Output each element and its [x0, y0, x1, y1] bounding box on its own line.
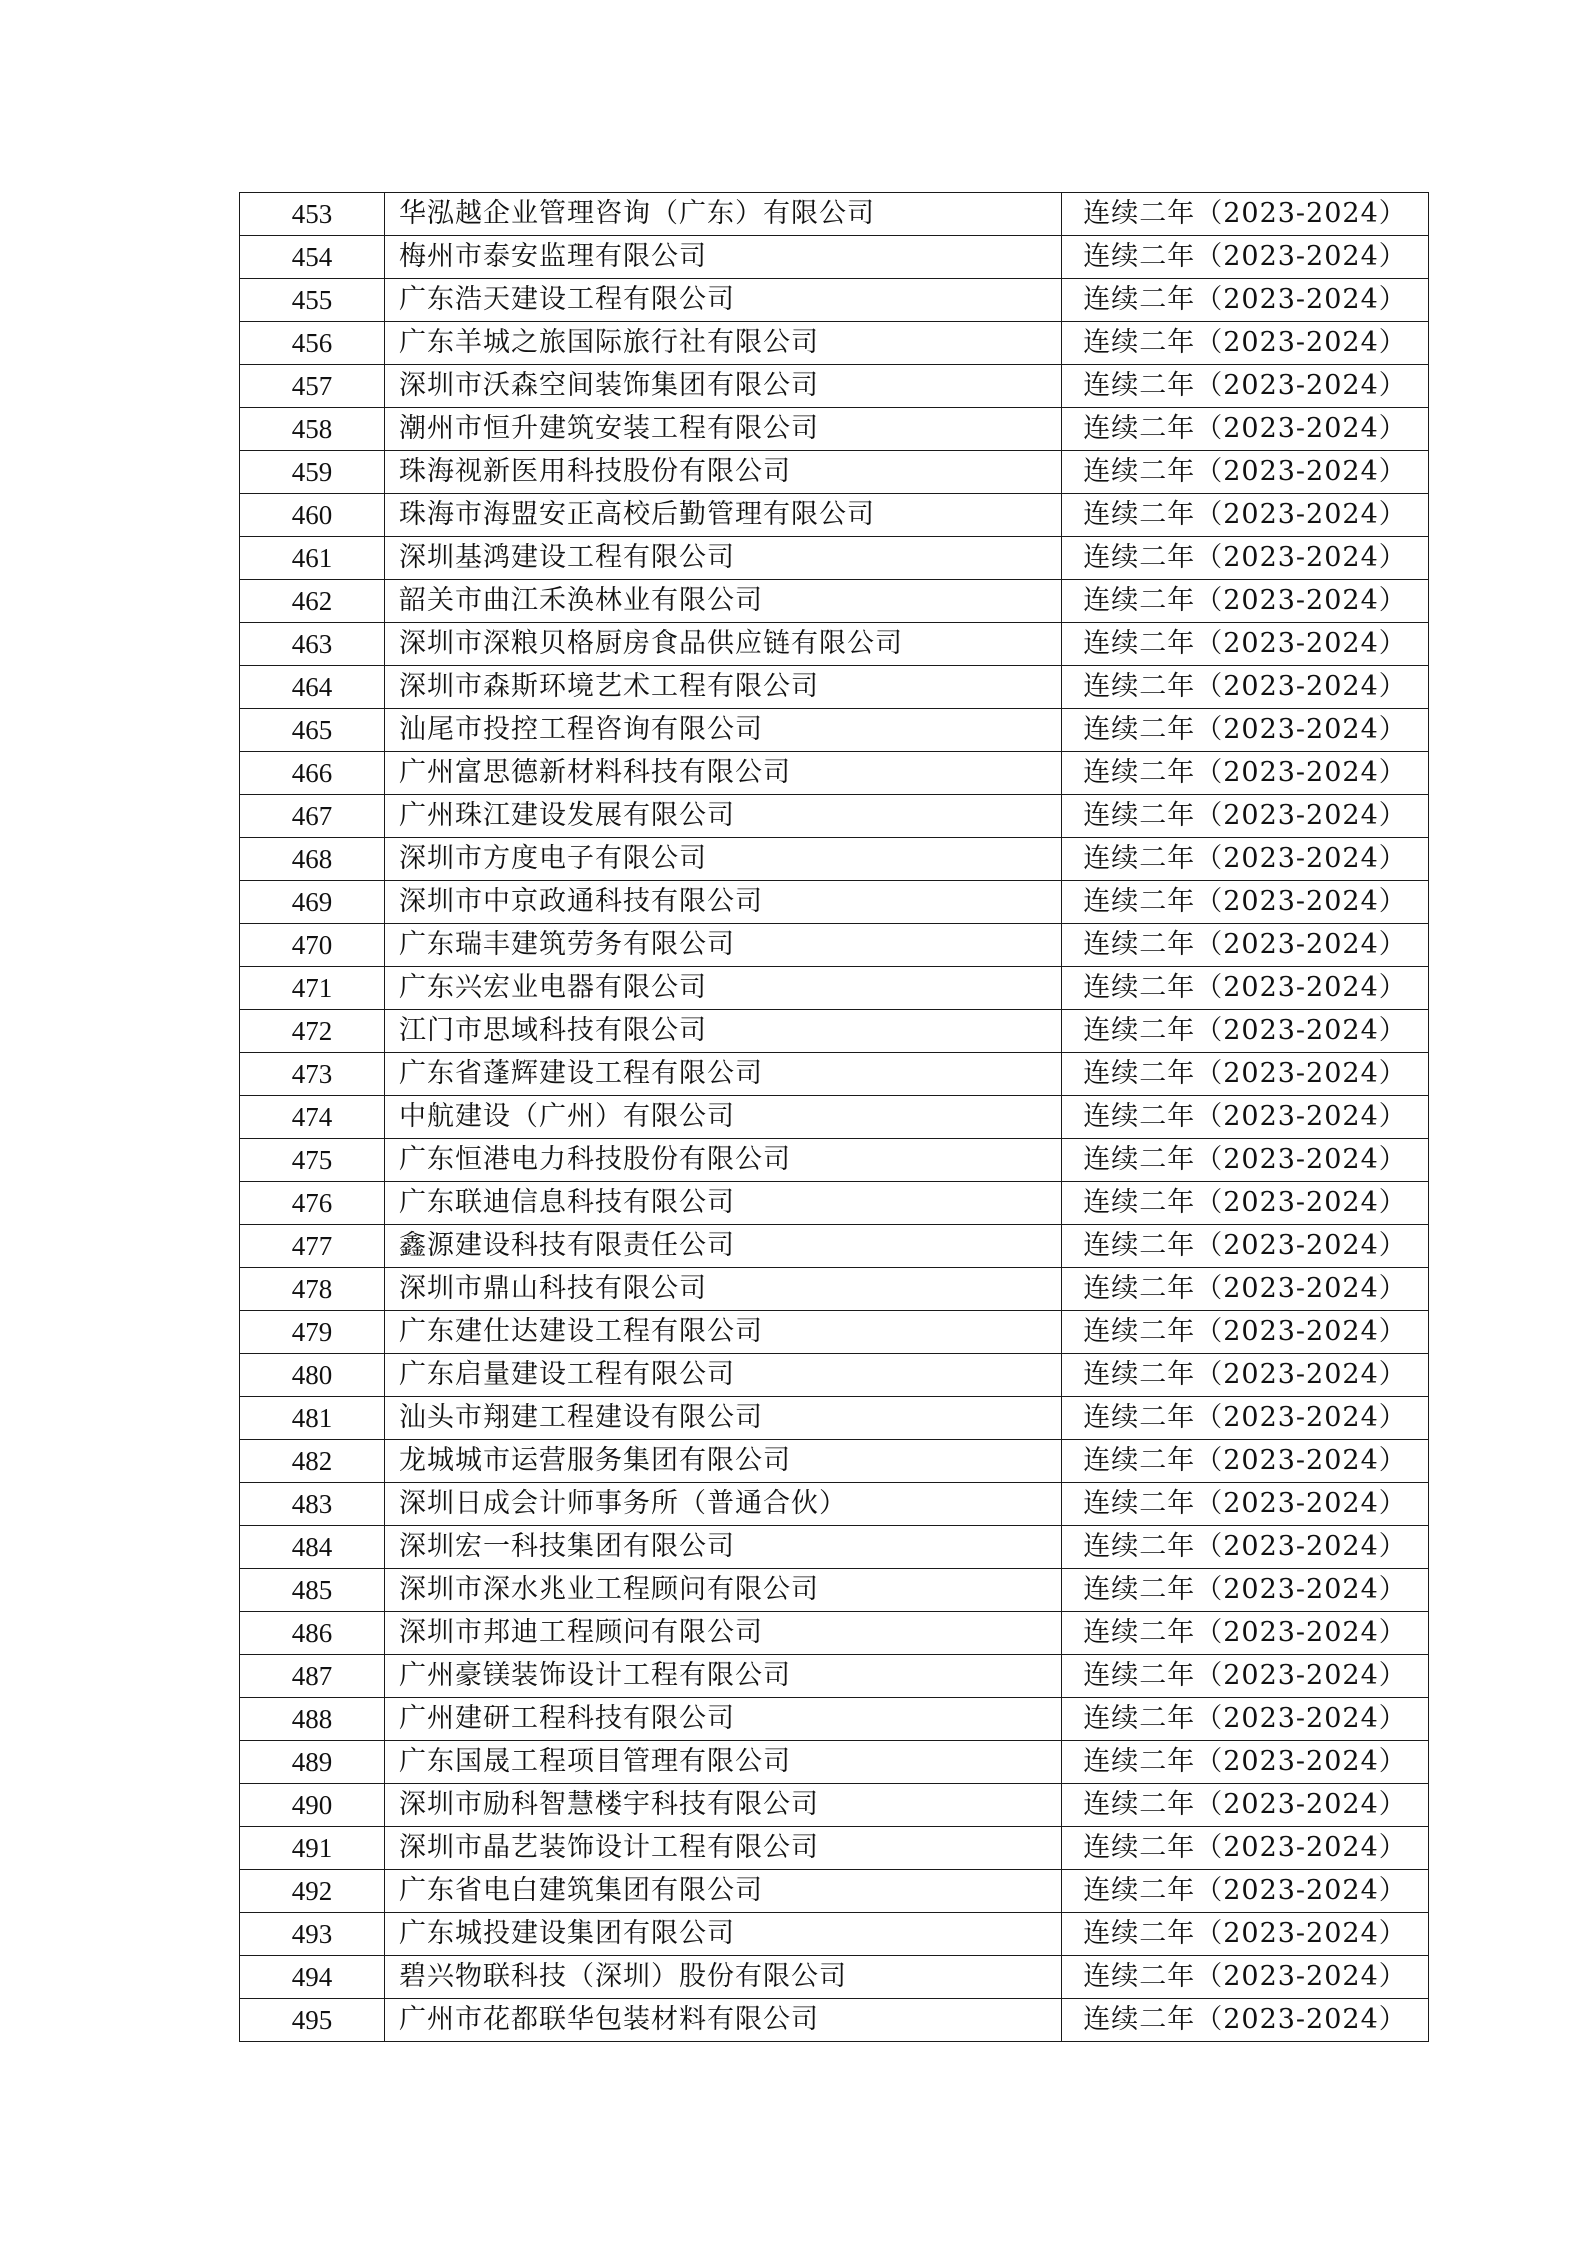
table-row: [240, 1483, 1429, 1526]
company-name-cell: 广东兴宏业电器有限公司: [385, 967, 1062, 1010]
row-number-cell: 455: [240, 279, 385, 322]
award-status-cell: 连续二年（2023-2024）: [1062, 1053, 1429, 1096]
award-status-cell: 连续二年（2023-2024）: [1062, 623, 1429, 666]
table-row: [240, 1956, 1429, 1999]
row-number-cell: 490: [240, 1784, 385, 1827]
row-number-cell: 469: [240, 881, 385, 924]
table-row: [240, 1225, 1429, 1268]
table-body: [240, 193, 1429, 2042]
award-status-cell: 连续二年（2023-2024）: [1062, 1440, 1429, 1483]
company-name-cell: 深圳宏一科技集团有限公司: [385, 1526, 1062, 1569]
award-status-cell: 连续二年（2023-2024）: [1062, 1956, 1429, 1999]
award-status-cell: 连续二年（2023-2024）: [1062, 1526, 1429, 1569]
row-number-cell: 465: [240, 709, 385, 752]
company-name-cell: 深圳市深粮贝格厨房食品供应链有限公司: [385, 623, 1062, 666]
row-number-cell: 464: [240, 666, 385, 709]
table-row: [240, 408, 1429, 451]
table-row: [240, 1999, 1429, 2042]
table-row: [240, 1612, 1429, 1655]
row-number-cell: 473: [240, 1053, 385, 1096]
row-number-cell: 470: [240, 924, 385, 967]
company-name-cell: 广州富思德新材料科技有限公司: [385, 752, 1062, 795]
award-status-cell: 连续二年（2023-2024）: [1062, 1096, 1429, 1139]
table-row: [240, 795, 1429, 838]
company-name-cell: 珠海视新医用科技股份有限公司: [385, 451, 1062, 494]
table-row: [240, 1397, 1429, 1440]
company-name-cell: 广州珠江建设发展有限公司: [385, 795, 1062, 838]
table-row: [240, 881, 1429, 924]
company-name-cell: 广东瑞丰建筑劳务有限公司: [385, 924, 1062, 967]
row-number-cell: 489: [240, 1741, 385, 1784]
table-row: [240, 365, 1429, 408]
row-number-cell: 453: [240, 193, 385, 236]
award-status-cell: 连续二年（2023-2024）: [1062, 709, 1429, 752]
award-status-cell: 连续二年（2023-2024）: [1062, 967, 1429, 1010]
table-row: [240, 1182, 1429, 1225]
row-number-cell: 475: [240, 1139, 385, 1182]
table-row: [240, 924, 1429, 967]
table-row: [240, 1354, 1429, 1397]
company-name-cell: 深圳市森斯环境艺术工程有限公司: [385, 666, 1062, 709]
row-number-cell: 493: [240, 1913, 385, 1956]
company-name-cell: 广东羊城之旅国际旅行社有限公司: [385, 322, 1062, 365]
row-number-cell: 466: [240, 752, 385, 795]
row-number-cell: 491: [240, 1827, 385, 1870]
company-list-table: [239, 192, 1429, 2042]
company-name-cell: 珠海市海盟安正高校后勤管理有限公司: [385, 494, 1062, 537]
award-status-cell: 连续二年（2023-2024）: [1062, 1010, 1429, 1053]
company-name-cell: 广州市花都联华包装材料有限公司: [385, 1999, 1062, 2042]
award-status-cell: 连续二年（2023-2024）: [1062, 1139, 1429, 1182]
company-name-cell: 广东省电白建筑集团有限公司: [385, 1870, 1062, 1913]
company-name-cell: 广东国晟工程项目管理有限公司: [385, 1741, 1062, 1784]
award-status-cell: 连续二年（2023-2024）: [1062, 1354, 1429, 1397]
award-status-cell: 连续二年（2023-2024）: [1062, 1612, 1429, 1655]
row-number-cell: 492: [240, 1870, 385, 1913]
company-name-cell: 汕头市翔建工程建设有限公司: [385, 1397, 1062, 1440]
award-status-cell: 连续二年（2023-2024）: [1062, 1827, 1429, 1870]
award-status-cell: 连续二年（2023-2024）: [1062, 1784, 1429, 1827]
row-number-cell: 486: [240, 1612, 385, 1655]
table-row: [240, 1870, 1429, 1913]
award-status-cell: 连续二年（2023-2024）: [1062, 494, 1429, 537]
award-status-cell: 连续二年（2023-2024）: [1062, 322, 1429, 365]
award-status-cell: 连续二年（2023-2024）: [1062, 1698, 1429, 1741]
table-row: [240, 623, 1429, 666]
table-row: [240, 193, 1429, 236]
award-status-cell: 连续二年（2023-2024）: [1062, 795, 1429, 838]
award-status-cell: 连续二年（2023-2024）: [1062, 365, 1429, 408]
company-name-cell: 龙城城市运营服务集团有限公司: [385, 1440, 1062, 1483]
award-status-cell: 连续二年（2023-2024）: [1062, 1397, 1429, 1440]
award-status-cell: 连续二年（2023-2024）: [1062, 1655, 1429, 1698]
row-number-cell: 487: [240, 1655, 385, 1698]
company-name-cell: 深圳市方度电子有限公司: [385, 838, 1062, 881]
row-number-cell: 494: [240, 1956, 385, 1999]
table-row: [240, 322, 1429, 365]
table-row: [240, 1440, 1429, 1483]
table-row: [240, 1526, 1429, 1569]
company-name-cell: 广东启量建设工程有限公司: [385, 1354, 1062, 1397]
table-row: [240, 1569, 1429, 1612]
company-name-cell: 深圳市深水兆业工程顾问有限公司: [385, 1569, 1062, 1612]
table-row: [240, 709, 1429, 752]
company-name-cell: 潮州市恒升建筑安装工程有限公司: [385, 408, 1062, 451]
award-status-cell: 连续二年（2023-2024）: [1062, 1225, 1429, 1268]
table-row: [240, 580, 1429, 623]
row-number-cell: 472: [240, 1010, 385, 1053]
row-number-cell: 481: [240, 1397, 385, 1440]
award-status-cell: 连续二年（2023-2024）: [1062, 881, 1429, 924]
row-number-cell: 478: [240, 1268, 385, 1311]
row-number-cell: 483: [240, 1483, 385, 1526]
company-name-cell: 广东建仕达建设工程有限公司: [385, 1311, 1062, 1354]
row-number-cell: 462: [240, 580, 385, 623]
award-status-cell: 连续二年（2023-2024）: [1062, 451, 1429, 494]
row-number-cell: 484: [240, 1526, 385, 1569]
company-name-cell: 深圳日成会计师事务所（普通合伙）: [385, 1483, 1062, 1526]
award-status-cell: 连续二年（2023-2024）: [1062, 580, 1429, 623]
row-number-cell: 460: [240, 494, 385, 537]
row-number-cell: 471: [240, 967, 385, 1010]
row-number-cell: 480: [240, 1354, 385, 1397]
award-status-cell: 连续二年（2023-2024）: [1062, 1870, 1429, 1913]
award-status-cell: 连续二年（2023-2024）: [1062, 838, 1429, 881]
award-status-cell: 连续二年（2023-2024）: [1062, 1569, 1429, 1612]
company-name-cell: 韶关市曲江禾涣林业有限公司: [385, 580, 1062, 623]
row-number-cell: 485: [240, 1569, 385, 1612]
table-row: [240, 236, 1429, 279]
row-number-cell: 467: [240, 795, 385, 838]
award-status-cell: 连续二年（2023-2024）: [1062, 1268, 1429, 1311]
table-row: [240, 1784, 1429, 1827]
row-number-cell: 463: [240, 623, 385, 666]
company-name-cell: 广东联迪信息科技有限公司: [385, 1182, 1062, 1225]
award-status-cell: 连续二年（2023-2024）: [1062, 1913, 1429, 1956]
table-row: [240, 1655, 1429, 1698]
row-number-cell: 476: [240, 1182, 385, 1225]
table-row: [240, 1010, 1429, 1053]
table-row: [240, 494, 1429, 537]
row-number-cell: 456: [240, 322, 385, 365]
row-number-cell: 459: [240, 451, 385, 494]
row-number-cell: 488: [240, 1698, 385, 1741]
award-status-cell: 连续二年（2023-2024）: [1062, 1483, 1429, 1526]
company-name-cell: 华泓越企业管理咨询（广东）有限公司: [385, 193, 1062, 236]
table-row: [240, 537, 1429, 580]
table-row: [240, 1268, 1429, 1311]
row-number-cell: 454: [240, 236, 385, 279]
company-name-cell: 广东城投建设集团有限公司: [385, 1913, 1062, 1956]
company-name-cell: 深圳市励科智慧楼宇科技有限公司: [385, 1784, 1062, 1827]
company-name-cell: 广东浩天建设工程有限公司: [385, 279, 1062, 322]
company-name-cell: 深圳市晶艺装饰设计工程有限公司: [385, 1827, 1062, 1870]
row-number-cell: 468: [240, 838, 385, 881]
table-row: [240, 1053, 1429, 1096]
award-status-cell: 连续二年（2023-2024）: [1062, 408, 1429, 451]
row-number-cell: 474: [240, 1096, 385, 1139]
company-name-cell: 江门市思域科技有限公司: [385, 1010, 1062, 1053]
award-status-cell: 连续二年（2023-2024）: [1062, 236, 1429, 279]
table-row: [240, 967, 1429, 1010]
award-status-cell: 连续二年（2023-2024）: [1062, 193, 1429, 236]
award-status-cell: 连续二年（2023-2024）: [1062, 924, 1429, 967]
table-row: [240, 666, 1429, 709]
award-status-cell: 连续二年（2023-2024）: [1062, 1999, 1429, 2042]
company-name-cell: 广东省蓬辉建设工程有限公司: [385, 1053, 1062, 1096]
company-name-cell: 广东恒港电力科技股份有限公司: [385, 1139, 1062, 1182]
award-status-cell: 连续二年（2023-2024）: [1062, 537, 1429, 580]
award-status-cell: 连续二年（2023-2024）: [1062, 1311, 1429, 1354]
row-number-cell: 461: [240, 537, 385, 580]
table-row: [240, 1827, 1429, 1870]
award-status-cell: 连续二年（2023-2024）: [1062, 752, 1429, 795]
table-row: [240, 1311, 1429, 1354]
company-name-cell: 梅州市泰安监理有限公司: [385, 236, 1062, 279]
company-name-cell: 汕尾市投控工程咨询有限公司: [385, 709, 1062, 752]
table-row: [240, 838, 1429, 881]
row-number-cell: 477: [240, 1225, 385, 1268]
row-number-cell: 482: [240, 1440, 385, 1483]
company-name-cell: 深圳基鸿建设工程有限公司: [385, 537, 1062, 580]
company-name-cell: 深圳市中京政通科技有限公司: [385, 881, 1062, 924]
award-status-cell: 连续二年（2023-2024）: [1062, 279, 1429, 322]
table-row: [240, 752, 1429, 795]
table-row: [240, 1139, 1429, 1182]
company-name-cell: 碧兴物联科技（深圳）股份有限公司: [385, 1956, 1062, 1999]
table-row: [240, 1096, 1429, 1139]
table-row: [240, 1741, 1429, 1784]
table-row: [240, 279, 1429, 322]
award-status-cell: 连续二年（2023-2024）: [1062, 1741, 1429, 1784]
table-row: [240, 1698, 1429, 1741]
company-name-cell: 广州建研工程科技有限公司: [385, 1698, 1062, 1741]
award-status-cell: 连续二年（2023-2024）: [1062, 1182, 1429, 1225]
row-number-cell: 458: [240, 408, 385, 451]
company-name-cell: 深圳市鼎山科技有限公司: [385, 1268, 1062, 1311]
table-row: [240, 1913, 1429, 1956]
award-status-cell: 连续二年（2023-2024）: [1062, 666, 1429, 709]
row-number-cell: 495: [240, 1999, 385, 2042]
company-name-cell: 深圳市邦迪工程顾问有限公司: [385, 1612, 1062, 1655]
row-number-cell: 479: [240, 1311, 385, 1354]
company-name-cell: 深圳市沃森空间装饰集团有限公司: [385, 365, 1062, 408]
table-row: [240, 451, 1429, 494]
company-name-cell: 广州豪镁装饰设计工程有限公司: [385, 1655, 1062, 1698]
company-name-cell: 中航建设（广州）有限公司: [385, 1096, 1062, 1139]
row-number-cell: 457: [240, 365, 385, 408]
company-name-cell: 鑫源建设科技有限责任公司: [385, 1225, 1062, 1268]
